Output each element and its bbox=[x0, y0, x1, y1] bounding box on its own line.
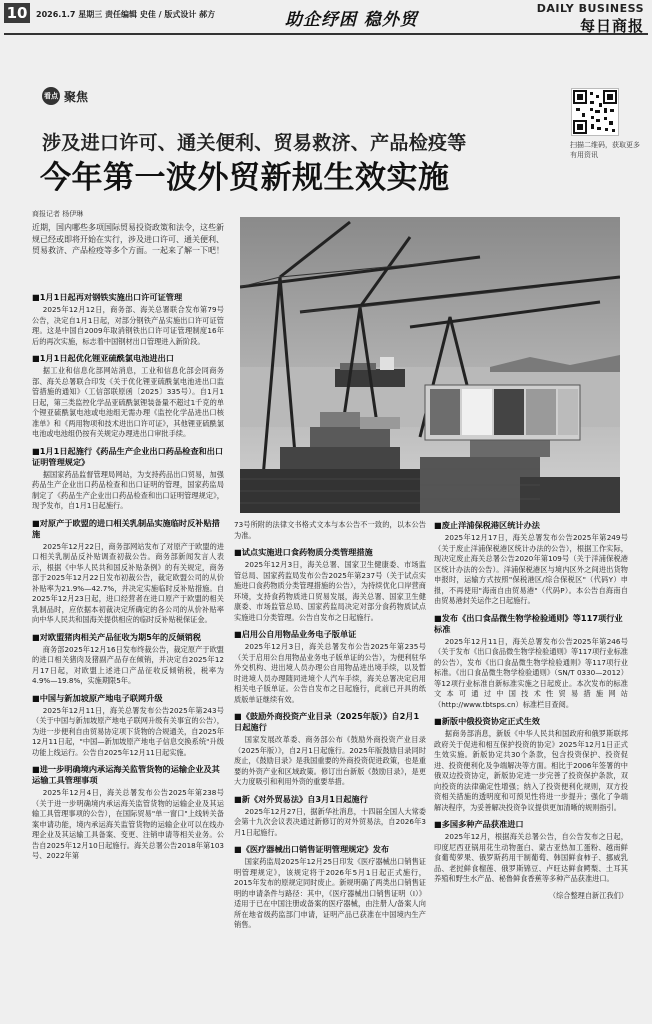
article-column-2 bbox=[234, 520, 426, 1015]
news-item bbox=[434, 520, 628, 607]
news-item bbox=[234, 629, 426, 705]
news-item-title: ■1月1日起施行《药品生产企业出口药品检查和出口证明管理规定》 bbox=[32, 445, 224, 467]
news-item-body: 据国家药品监督管理局网站，为支持药品出口贸易，加强药品生产企业出口药品检查和出口证明的管理，国家药监局制定了《药品生产企业出口药品检查和出口证明管理规定》，现予发布，自1月1日起施行。 bbox=[32, 469, 224, 510]
news-item bbox=[32, 693, 224, 759]
section-badge bbox=[42, 87, 88, 105]
news-item-body: 国家药监局2025年12月25日印发《医疗器械出口销售证明管理规定》，该规定将于2026年5月1日起正式施行，2015年发布的原规定同时废止。新规明确了两类出口销售证明的申请条件与路径：其中，《医疗器械出口销售证明（Ⅰ）》适用于已在中国注册或备案的医疗器械，由注册人/备案人向所在地省级药监部门申请，证明产品已获准在中国境内生产销售。 bbox=[234, 857, 426, 929]
news-item-body: 2025年12月11日，海关总署发布公告2025年第246号（关于发布《出口食品微生物学检验通则》等117项行业标准的公告），发布《出口食品微生物学检验通则》等117项行业标准。《出口食品微生物学检验通则》（SN/T 0330—2012）等12项行业标准自新标准实施之日起废止。本次发布的标准文本可通过中国技术性贸易措施网站（http://www.tbtsps.cn）标准栏目查阅。 bbox=[434, 636, 628, 709]
news-item bbox=[32, 353, 224, 440]
issue-meta: 2026.1.7 星期三 责任编辑 史佳 / 版式设计 郝方 bbox=[36, 10, 216, 19]
news-item-title: ■1月1日起再对钢铁实施出口许可证管理 bbox=[32, 292, 183, 302]
news-item-body: 2025年12月3日，海关总署、国家卫生健康委、市场监管总局、国家药监局发布公告2025年第237号（关于试点实施进口食药物质分类管理措施的公告），为持续优化口岸营商环境，支持食药物质进口贸易发展，海关总署、国家卫生健康委、市场监管总局、国家药监局决定对部分食药物质试点实施进口分类管理。公告自发布之日起施行。 bbox=[234, 560, 426, 622]
qr-caption: 扫描二维码，获取更多有用资讯 bbox=[570, 141, 640, 159]
news-item bbox=[234, 520, 426, 541]
byline: 商报记者 杨伊琳 bbox=[32, 210, 84, 218]
news-item-title: ■废止洋浦保税港区统计办法 bbox=[434, 520, 540, 530]
news-item-title: ■1月1日起优化锂亚硫酰氯电池进出口 bbox=[32, 353, 174, 363]
qr-code-icon bbox=[571, 88, 619, 136]
news-item-body: 商务部2025年12月16日发布终裁公告，裁定原产于欧盟的进口相关猪肉及猪副产品存在倾销，并决定自2025年12月17日起，对欧盟上述进口产品征收反倾销税，税率为4.9%—19.8%，实施期限5年。 bbox=[32, 644, 224, 685]
source-note: （综合整理自新江我们） bbox=[548, 890, 628, 900]
news-item bbox=[32, 632, 224, 687]
article-column-1 bbox=[32, 292, 224, 1012]
news-item-title: ■启用公自用物品业务电子版单证 bbox=[234, 629, 357, 639]
subtitle: 涉及进口许可、通关便利、贸易救济、产品检疫等 bbox=[42, 132, 467, 154]
news-item-body: 2025年12月12日，商务部、海关总署联合发布第79号公告，决定自1月1日起，对部分钢铁产品实施出口许可证管理。这是中国自2009年取消钢铁出口许可证管理制度16年后的再次实施，标志着中国钢材出口管理进入新阶段。 bbox=[32, 305, 224, 346]
brand-english: DAILY BUSINESS bbox=[536, 2, 644, 15]
news-item-body: 2025年12月4日，海关总署发布公告2025年第238号（关于进一步明确境内承运海关监管货物的运输企业及其运输工具管理事项的公告），在国际贸易"单一窗口"上线转关备案申请功能，境内承运海关监管货物的运输企业可以在线办理企业及其运输工具备案、变更、注销申请等相关业务。公告自2025年12月10日起施行。海关总署公告2018年第103号、2022年第 bbox=[32, 788, 224, 860]
news-item-title: ■《鼓励外商投资产业目录（2025年版）》自2月1日起施行 bbox=[234, 711, 420, 732]
news-item-title: ■《医疗器械出口销售证明管理规定》发布 bbox=[234, 844, 390, 854]
header-rule bbox=[4, 33, 648, 35]
headline: 今年第一波外贸新规生效实施 bbox=[40, 160, 450, 196]
article-column-3 bbox=[434, 520, 628, 1020]
news-item-title: ■新《对外贸易法》自3月1日起施行 bbox=[234, 793, 368, 804]
news-item bbox=[234, 711, 426, 788]
section-badge-icon: 看点 bbox=[42, 87, 60, 105]
news-item bbox=[32, 764, 224, 862]
news-item-title: ■对欧盟猪肉相关产品征收为期5年的反倾销税 bbox=[32, 631, 201, 642]
news-item-body: 2025年12月27日，据新华社消息，十四届全国人大常委会第十九次会议表决通过新修订的对外贸易法，自2026年3月1日起施行。 bbox=[234, 806, 426, 837]
header-slogan: 助企纾困 稳外贸 bbox=[285, 10, 418, 30]
news-item-body: 2025年12月22日，商务部网站发布了对原产于欧盟的进口相关乳制品反补贴调查初裁公告。商务部新闻发言人表示，根据《中华人民共和国反补贴条例》的有关规定，商务部于2025年12月22日发布初裁公告，裁定欧盟公司的从价补贴率为21.9%—42.7%，并决定实施临时反补贴措施。自2025年12月23日起，进口经营者在进口原产于欧盟的相关乳制品时，应依据本初裁决定所确定的各公司的从价补贴率向中华人民共和国海关提供相应的临时反补贴税保证金。 bbox=[32, 541, 224, 624]
news-item-body: 据商务部消息，新版《中华人民共和国政府和俄罗斯联邦政府关于促进和相互保护投资的协定》2025年12月1日正式生效实施。新版协定共30个条款，包含投资保护、投资促进、投资便利化及争端解决等方面。相比于2006年签署的中俄双边投资协定，新版协定进一步完善了投资保护条款，双向投资的法律确定性增强；纳入了投资便利化规则，双方投资相关措施的透明度和可预见性将进一步提升；强化了争端解决程序，为妥善解决投资争议提供更加清晰的规则指引。 bbox=[434, 729, 628, 812]
news-item-title: ■进一步明确境内承运海关监管货物的运输企业及其运输工具管理事项 bbox=[32, 764, 220, 785]
news-item bbox=[234, 844, 426, 931]
news-item-body: 据工业和信息化部网站消息，工业和信息化部会同商务部、海关总署联合印发《关于优化锂亚硫酰氯电池进出口监管措施的通知》（工信部联原函〔2025〕335号）。自1月1日起，第三类监控化学品亚硫酰氯锂装备量不超过1千克的单个锂亚硫酰氯电池或电池组无需办理《监控化学品进出口核准单》和《两用物项和技术进出口许可证》，其他锂亚硫酰氯电池或电池组仍按有关规定办理进出口审批手续。 bbox=[32, 366, 224, 438]
news-item-title: ■中国与新加坡原产地电子联网升级 bbox=[32, 692, 163, 703]
news-item bbox=[434, 716, 628, 813]
page-number: 10 bbox=[4, 3, 30, 23]
news-item-title: ■新版中俄投资协定正式生效 bbox=[434, 716, 540, 726]
news-item-title: ■发布《出口食品微生物学检验通则》等117项行业标准 bbox=[434, 612, 623, 634]
news-item bbox=[32, 518, 224, 626]
news-item bbox=[32, 446, 224, 512]
news-item-body: 2025年12月3日，海关总署发布公告2025年第235号（关于启用公自用物品业务电子版单证的公告），为便利驻华外交机构、进出境人员办理公自用物品进出境手续，以及暂时进境人员办理随同进境个人汽车手续，海关总署决定启用相关电子版单证。公告自发布之日起施行，此前已开具的纸质版单证继续有效。 bbox=[234, 642, 426, 704]
news-item-body: 2025年12月17日，海关总署发布公告2025年第249号（关于废止洋浦保税港区统计办法的公告），根据工作实际，现决定废止海关总署公告2020年第109号（关于洋浦保税港区统计办法的公告）。洋浦保税港区与境内区外之间进出货物申报时，运输方式按照"保税港区/综合保税区"（代码Y）申报，不再使用"海南自由贸易港"（代码P）。本公告自海南自由贸易港封关运作之日起施行。 bbox=[434, 533, 628, 605]
news-item bbox=[234, 547, 426, 623]
news-item bbox=[32, 292, 224, 347]
news-item bbox=[434, 613, 628, 711]
news-item-body: 2025年12月11日，海关总署发布公告2025年第243号（关于中国与新加坡原产地电子联网升级有关事宜的公告），为进一步便利自由贸易协定项下货物的合规通关，自2025年12月11日起，"中国—新加坡原产地电子信息交换系统"升级功能上线运行。公告自2025年12月11日起实施。 bbox=[32, 705, 224, 757]
news-item-body: 2025年12月，根据海关总署公告，自公告发布之日起，印度尼西亚锅用花生动物蛋白、蒙古亚热加工蛋粉、越南鲜食葡萄萝果、俄罗斯药用干制葡萄、韩国鲜食柿子、挪威乳品、老挝鲜食榴莲、俄罗斯锦豆、卢旺达鲜食鳄梨、土耳其养殖和野生水产品、秘鲁鲜食香蕉等多种产品获准进口。 bbox=[434, 832, 628, 883]
news-item bbox=[434, 819, 628, 885]
news-item-title: ■多国多种产品获准进口 bbox=[434, 819, 524, 829]
news-item-title: ■试点实施进口食药物质分类管理措施 bbox=[234, 547, 373, 557]
news-item-body: 73号所附的法律文书格式文本与本公告不一致的，以本公告为准。 bbox=[234, 520, 426, 540]
section-label: 聚焦 bbox=[64, 89, 89, 104]
intro-paragraph: 近期，国内哪些多项国际贸易投资政策和法令，这些新规已经或即将开始在实行，涉及进口许可、通关便利、贸易救济、产品检疫等多个方面。一起来了解一下吧！ bbox=[32, 223, 224, 255]
news-item-title: ■对原产于欧盟的进口相关乳制品实施临时反补贴措施 bbox=[32, 517, 220, 539]
brand-chinese: 每日商报 bbox=[579, 17, 644, 35]
news-item bbox=[234, 794, 426, 839]
news-item-body: 国家发展改革委、商务部公布《鼓励外商投资产业目录（2025年版）》，自2月1日起施行。2025年版鼓励目录同时废止，《鼓励目录》是我国重要的外商投资促进政策，也是重要的外资产业和区域政策。修订出台新版《鼓励目录》，是更大力度吸引和利用外资的重要举措。 bbox=[234, 735, 426, 786]
port-cranes-photo bbox=[240, 217, 620, 513]
